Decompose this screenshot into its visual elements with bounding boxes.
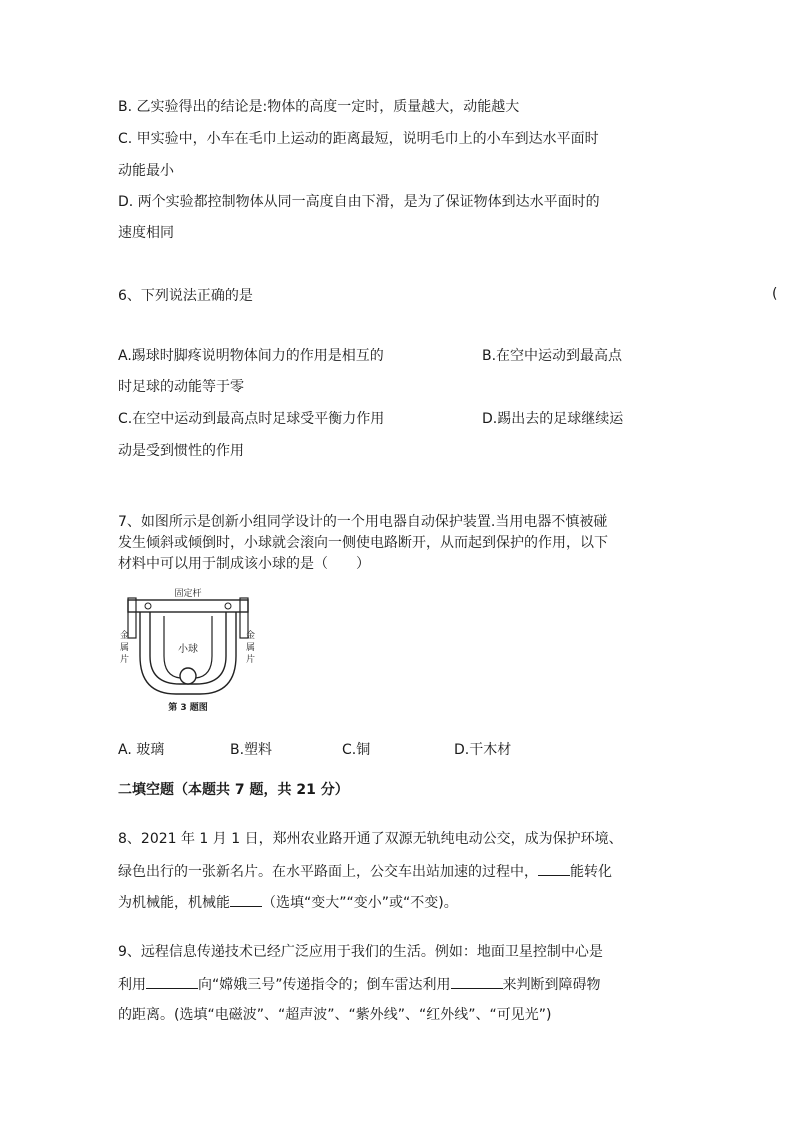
q5-option-c-line1: C. 甲实验中，小车在毛巾上运动的距离最短，说明毛巾上的小车到达水平面时 (118, 131, 599, 147)
q6-option-b: B.在空中运动到最高点 (482, 348, 623, 364)
q6-option-ab-wrap: 时足球的动能等于零 (118, 379, 244, 395)
ball-shape (180, 668, 196, 684)
q9-blank-1[interactable] (146, 974, 198, 989)
q7-option-b: B.塑料 (230, 742, 273, 758)
q9-line2-tail: 来判断到障碍物 (502, 977, 601, 993)
q5-option-d-line1: D. 两个实验都控制物体从同一高度自由下滑，是为了保证物体到达水平面时的 (118, 194, 600, 210)
q8-line3-tail: （选填“变大”“变小”或“不变)。 (262, 895, 458, 911)
q9-line2-text: 利用 (118, 977, 146, 993)
q5-option-c-line2: 动能最小 (118, 163, 174, 179)
q6-answer-paren: ( (772, 286, 778, 302)
q7-stem-line2: 发生倾斜或倾倒时，小球就会滚向一侧使电路断开，从而起到保护的作用，以下 (118, 535, 608, 551)
q8-line2-tail: 能转化 (570, 864, 612, 880)
q9-line1: 9、远程信息传递技术已经广泛应用于我们的生活。例如：地面卫星控制中心是 (118, 944, 603, 960)
q7-option-a: A. 玻璃 (118, 742, 165, 758)
q7-option-d: D.干木材 (454, 742, 512, 758)
right-metal-label: 金属片 (246, 631, 256, 665)
q9-line2-mid: 向“嫦娥三号”传递指令的；倒车雷达利用 (198, 977, 451, 993)
section-heading: 二填空题（本题共 7 题，共 21 分） (118, 782, 349, 798)
q8-line2 (118, 861, 612, 882)
q8-line3-text: 为机械能，机械能 (118, 895, 230, 911)
q8-blank-1[interactable] (538, 861, 570, 876)
q6-option-c: C.在空中运动到最高点时足球受平衡力作用 (118, 411, 385, 427)
q8-blank-2[interactable] (230, 892, 262, 907)
q5-option-b: B. 乙实验得出的结论是:物体的高度一定时，质量越大，动能越大 (118, 99, 520, 115)
q8-line3 (118, 892, 458, 913)
protection-device-diagram (118, 576, 258, 716)
q6-option-cd-wrap: 动是受到惯性的作用 (118, 443, 244, 459)
left-metal-label: 金属片 (120, 631, 130, 665)
q9-line3: 的距离。(选填“电磁波”、“超声波”、“紫外线”、“红外线”、“可见光”) (118, 1007, 552, 1023)
protection-device-figure (118, 576, 258, 716)
ball-label: 小球 (178, 644, 198, 655)
q5-option-d-line2: 速度相同 (118, 225, 174, 241)
q6-option-d: D.踢出去的足球继续运 (482, 411, 624, 427)
q9-line2 (118, 974, 601, 995)
rod-label: 固定杆 (174, 589, 202, 599)
q9-blank-2[interactable] (451, 974, 503, 989)
q7-stem-line3: 材料中可以用于制成该小球的是（ ） (118, 556, 370, 572)
q7-option-c: C.铜 (342, 742, 371, 758)
q7-stem-line1: 7、如图所示是创新小组同学设计的一个用电器自动保护装置.当用电器不慎被碰 (118, 514, 608, 530)
figure-caption: 第 3 题图 (168, 703, 208, 713)
q8-line2-text: 绿色出行的一张新名片。在水平路面上，公交车出站加速的过程中， (118, 864, 538, 880)
q6-stem: 6、下列说法正确的是 (118, 288, 253, 304)
q6-option-a: A.踢球时脚疼说明物体间力的作用是相互的 (118, 348, 384, 364)
q8-line1: 8、2021 年 1 月 1 日，郑州农业路开通了双源无轨纯电动公交，成为保护环境、 (118, 831, 623, 847)
